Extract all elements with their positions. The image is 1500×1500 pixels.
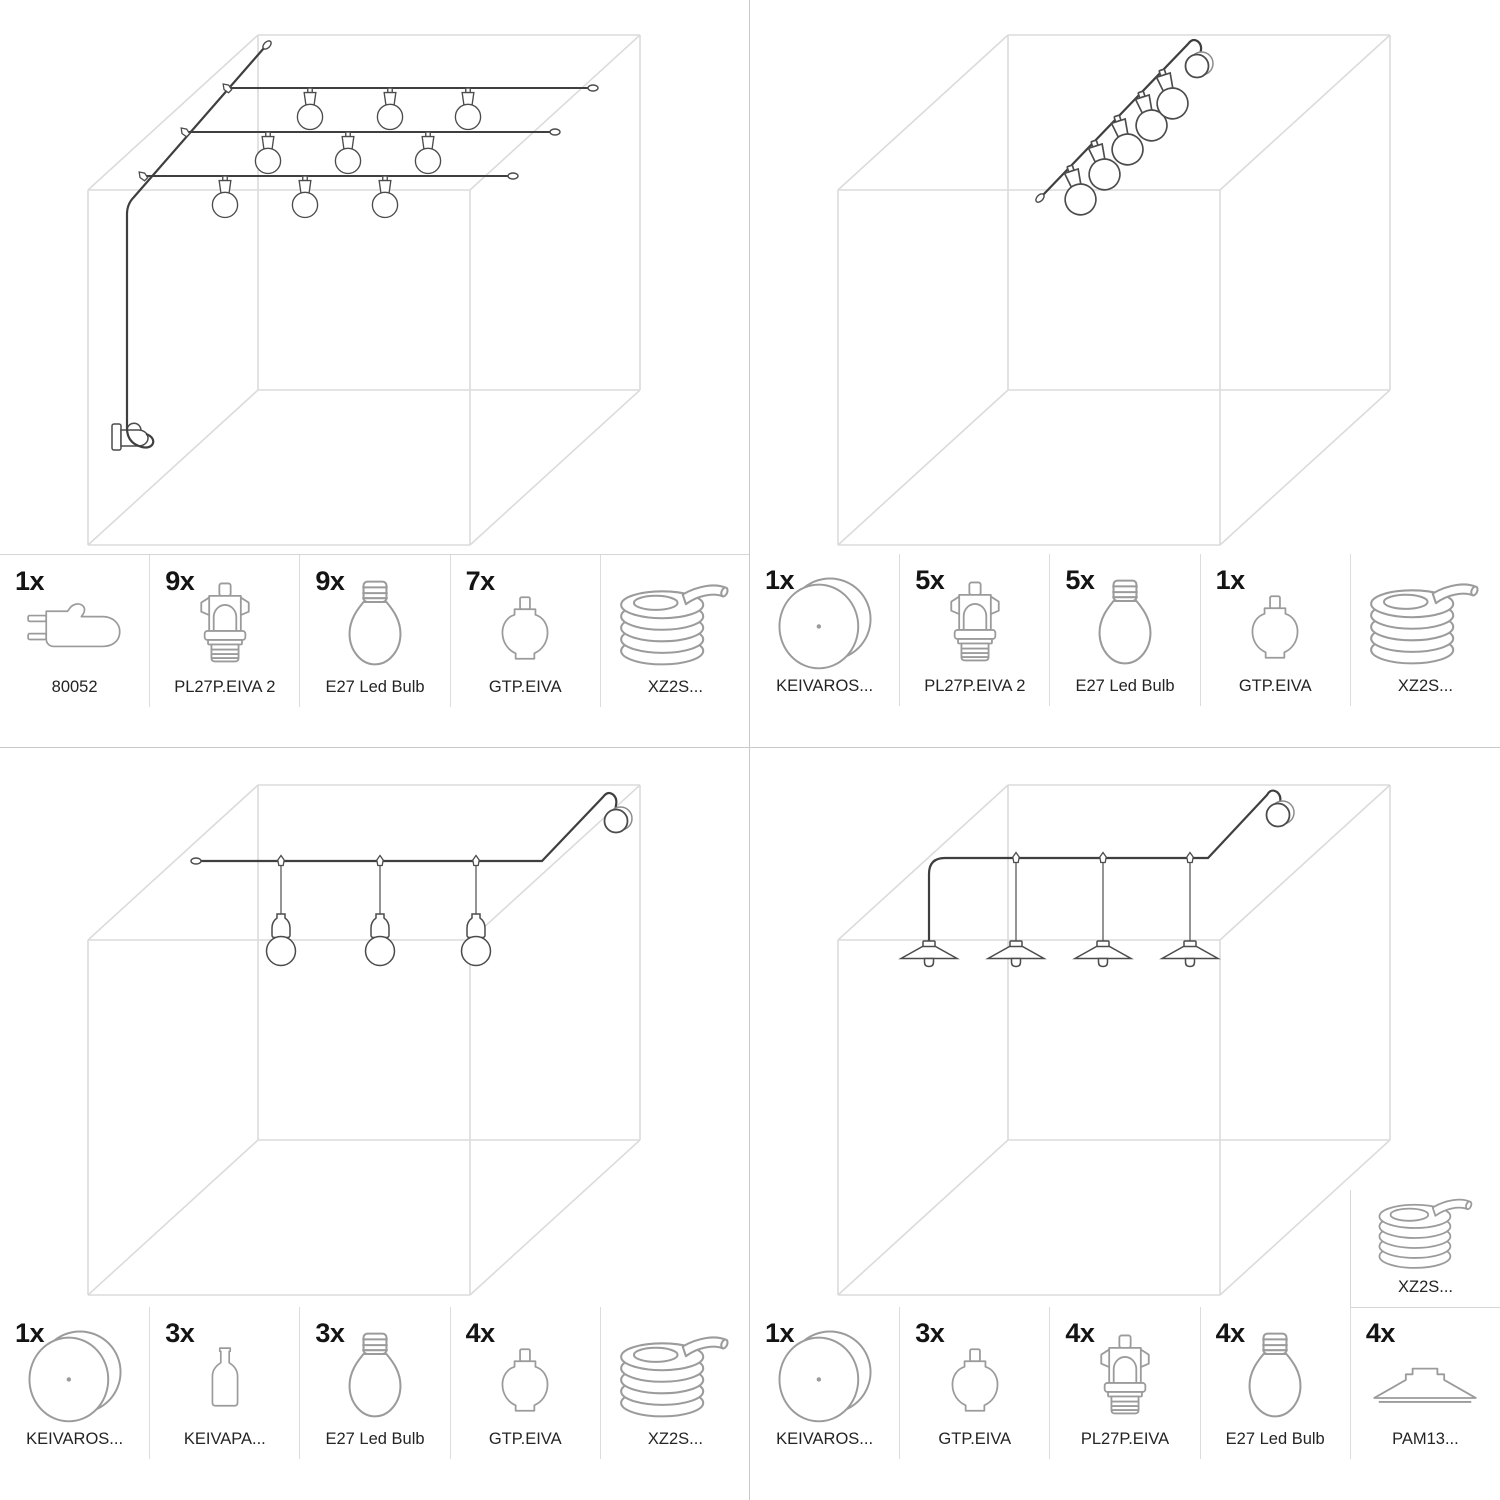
bulb-socket — [255, 132, 280, 173]
part-code: E27 Led Bulb — [1225, 1430, 1325, 1448]
cable-grip — [221, 82, 233, 94]
cable-end-eyelet — [508, 173, 518, 179]
string-cables — [143, 88, 588, 176]
lamp-holder-icon — [199, 579, 251, 667]
pendant-drop-cables — [1016, 862, 1190, 941]
part-qty: 4x — [1065, 1318, 1095, 1348]
part-item — [600, 1307, 750, 1459]
part-item — [750, 1307, 899, 1459]
bulb-socket — [292, 176, 317, 217]
led-bulb-icon — [1097, 578, 1153, 666]
part-qty: 1x — [15, 1318, 45, 1348]
cable-grip-icon — [949, 1347, 1001, 1413]
part-item — [299, 1307, 449, 1459]
part-item — [1049, 1307, 1199, 1459]
part-item — [600, 555, 750, 707]
shade-pendant — [988, 941, 1044, 967]
part-code: E27 Led Bulb — [325, 1430, 425, 1448]
part-code: XZ2S... — [1397, 1278, 1454, 1296]
part-item — [149, 555, 299, 707]
part-qty: 3x — [165, 1318, 195, 1348]
part-qty: 1x — [765, 1318, 795, 1348]
cable-end-eyelet — [550, 129, 560, 135]
part-qty: 9x — [165, 566, 195, 596]
cable-grip-icon — [1249, 594, 1301, 660]
part-code: E27 Led Bulb — [325, 678, 425, 696]
cable-grip-icon — [499, 595, 551, 661]
pendant-cover-icon — [207, 1345, 243, 1411]
part-item — [1200, 1307, 1350, 1459]
part-code: XZ2S... — [647, 1430, 703, 1448]
led-bulb-icon — [347, 1331, 403, 1419]
cable-end-eyelet — [261, 39, 272, 50]
cable-coil-icon — [616, 579, 734, 669]
wall-plug — [112, 423, 148, 450]
part-item — [450, 555, 600, 707]
bulb-socket — [212, 176, 237, 217]
cable-end-eyelet — [588, 85, 598, 91]
pendant-bulb — [366, 914, 395, 966]
bulb-socket — [297, 88, 322, 129]
main-cable — [200, 793, 616, 861]
part-code: PL27P.EIVA — [1080, 1430, 1170, 1448]
part-qty: 4x — [1215, 1318, 1245, 1348]
part-qty: 4x — [1365, 1318, 1395, 1348]
part-item — [0, 555, 149, 707]
part-item — [1200, 554, 1350, 706]
vertical-divider — [749, 0, 751, 1500]
plug-icon — [26, 597, 124, 649]
part-code: XZ2S... — [1397, 677, 1453, 695]
part-item — [1350, 554, 1500, 706]
cable-end-eyelet — [191, 858, 201, 864]
main-cable — [929, 791, 1280, 941]
cable-grip — [1013, 853, 1019, 863]
lampshade-icon — [1372, 1363, 1478, 1407]
bulb-socket — [415, 132, 440, 173]
parts-list-bottom-right — [750, 1307, 1500, 1459]
part-item — [450, 1307, 600, 1459]
bulb-socket — [335, 132, 360, 173]
part-code: PAM13... — [1392, 1430, 1459, 1448]
part-item — [1049, 554, 1199, 706]
led-bulb-icon — [347, 579, 403, 667]
part-code: KEIVAROS... — [776, 677, 874, 695]
part-qty: 9x — [315, 566, 345, 596]
part-item — [1350, 1307, 1500, 1459]
pendant-bulb — [267, 914, 296, 966]
part-code: XZ2S... — [647, 678, 703, 696]
part-item-extra-cable — [1350, 1190, 1500, 1308]
led-bulb-icon — [1247, 1331, 1303, 1419]
cable-coil-icon — [1375, 1194, 1477, 1272]
part-item — [899, 1307, 1049, 1459]
lamp-holder-icon — [949, 578, 1001, 666]
ceiling-rose — [1267, 801, 1295, 827]
horizontal-divider — [0, 747, 1500, 749]
part-code: PL27P.EIVA 2 — [174, 678, 276, 696]
pendant-drop-cables — [281, 864, 476, 914]
cable-grip — [377, 856, 383, 866]
shade-pendant — [901, 941, 957, 967]
bulb-socket — [377, 88, 402, 129]
part-code: GTP.EIVA — [488, 678, 562, 696]
ceiling-rose-icon — [27, 1329, 123, 1425]
part-code: KEIVAPA... — [183, 1430, 266, 1448]
cable-grip — [473, 856, 479, 866]
ceiling-rose — [605, 807, 633, 833]
part-code: KEIVAROS... — [776, 1430, 874, 1448]
part-item — [149, 1307, 299, 1459]
part-code: KEIVAROS... — [26, 1430, 124, 1448]
parts-list-top-left — [0, 554, 750, 707]
part-qty: 1x — [1215, 565, 1245, 595]
cable-coil-icon — [616, 1331, 734, 1421]
main-cable — [127, 48, 264, 447]
part-code: E27 Led Bulb — [1075, 677, 1175, 695]
part-qty: 1x — [765, 565, 795, 595]
part-item — [299, 555, 449, 707]
cable-coil-icon — [1366, 578, 1484, 668]
parts-list-top-right — [750, 554, 1500, 706]
shade-pendant — [1162, 941, 1218, 967]
cable-grip — [137, 170, 149, 182]
cable-grip — [1100, 853, 1106, 863]
bulb-socket — [455, 88, 480, 129]
part-qty: 5x — [1065, 565, 1095, 595]
pendant-bulb — [462, 914, 491, 966]
part-qty: 1x — [15, 566, 45, 596]
bulb-socket — [372, 176, 397, 217]
shade-pendant — [1075, 941, 1131, 967]
cable-grip — [1187, 853, 1193, 863]
ceiling-rose — [1186, 52, 1214, 78]
room-cube-wireframe — [838, 785, 1390, 1295]
lamp-holder-icon — [1099, 1331, 1151, 1419]
ceiling-rose-icon — [777, 576, 873, 672]
ceiling-rose-icon — [777, 1329, 873, 1425]
part-qty: 7x — [465, 566, 495, 596]
part-qty: 3x — [915, 1318, 945, 1348]
part-qty: 5x — [915, 565, 945, 595]
part-item — [899, 554, 1049, 706]
part-qty: 4x — [465, 1318, 495, 1348]
part-code: GTP.EIVA — [1238, 677, 1312, 695]
room-cube-wireframe — [88, 35, 640, 545]
part-item — [0, 1307, 149, 1459]
part-code: 80052 — [51, 678, 98, 696]
part-qty: 3x — [315, 1318, 345, 1348]
part-code: PL27P.EIVA 2 — [924, 677, 1026, 695]
part-item — [750, 554, 899, 706]
parts-list-bottom-left — [0, 1307, 750, 1459]
cable-end-eyelet — [1034, 192, 1045, 203]
room-cube-wireframe — [838, 35, 1390, 545]
part-code: GTP.EIVA — [938, 1430, 1012, 1448]
part-code: GTP.EIVA — [488, 1430, 562, 1448]
cable-grip — [278, 856, 284, 866]
cable-grip-icon — [499, 1347, 551, 1413]
